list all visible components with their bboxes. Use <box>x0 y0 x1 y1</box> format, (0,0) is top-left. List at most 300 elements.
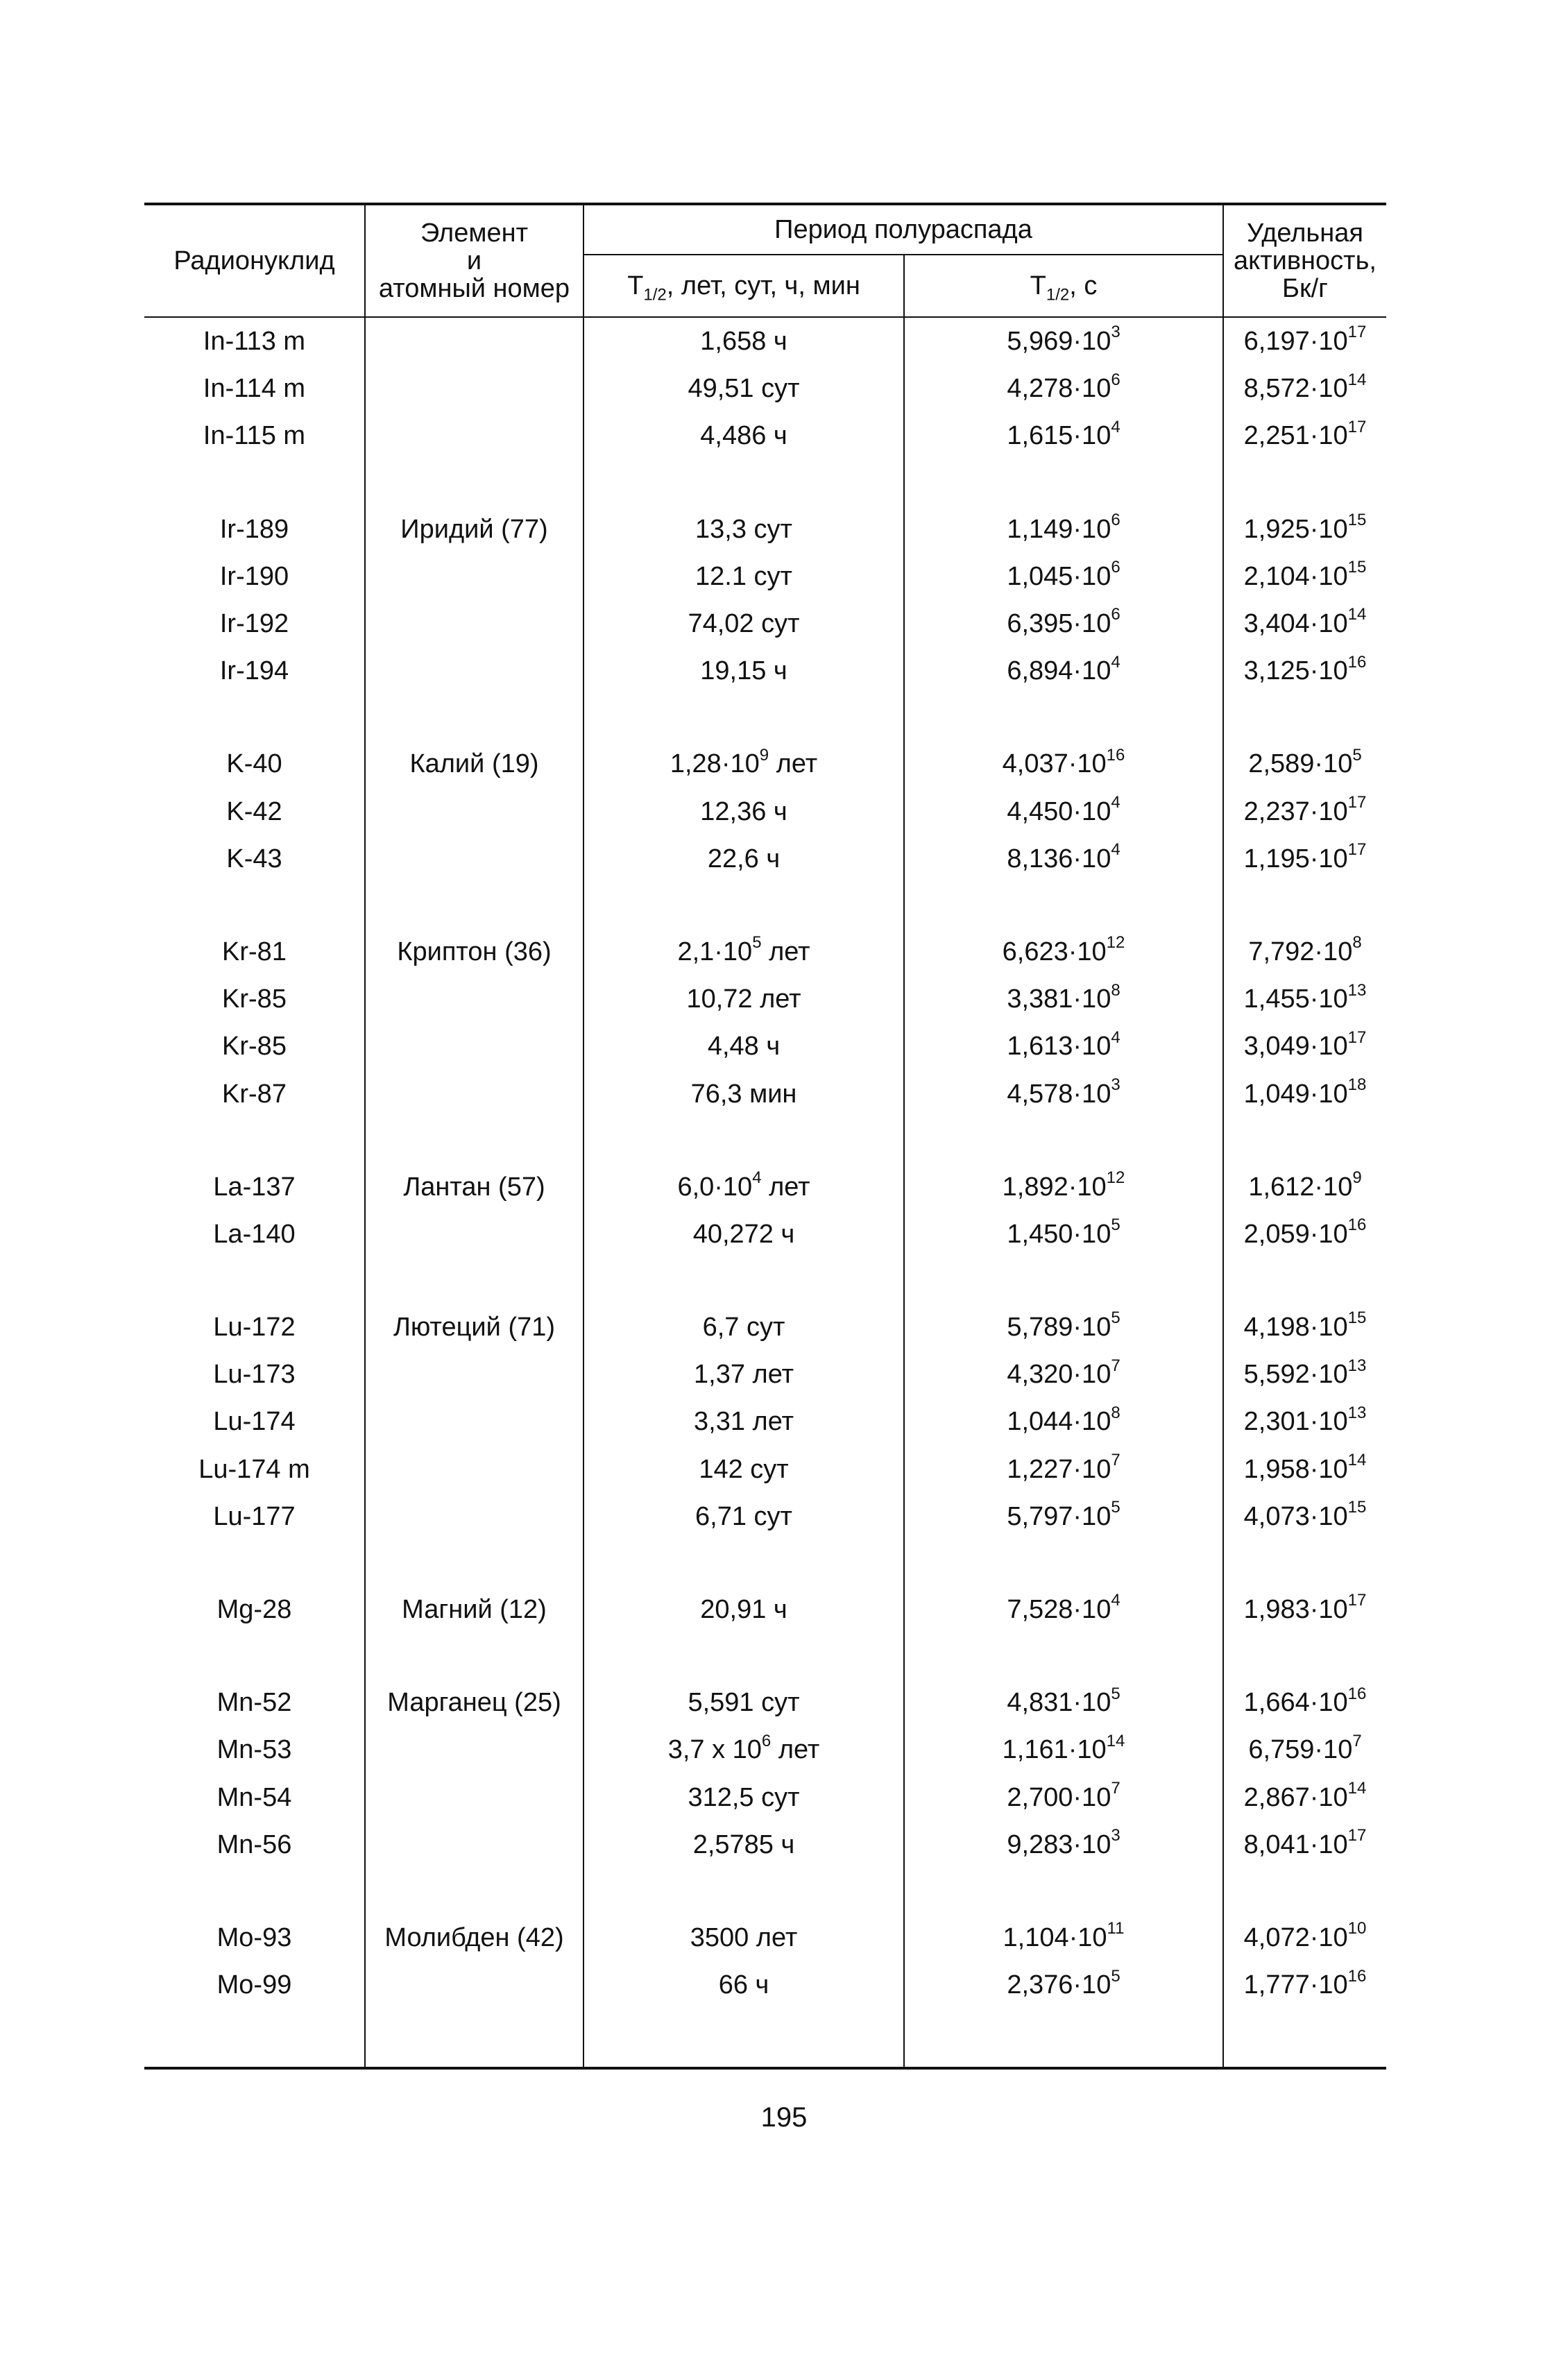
nuclide-cell: Lu-172 <box>213 1313 296 1342</box>
half-life-seconds-cell <box>904 928 1223 975</box>
half-life-seconds-cell <box>904 1446 1223 1493</box>
half-life-seconds-cell <box>904 1398 1223 1445</box>
nuclide-cell: In-113 m <box>203 327 306 357</box>
specific-activity-cell <box>1223 1446 1386 1493</box>
spacer-cell <box>144 1868 365 1914</box>
element-cell <box>365 1961 583 2008</box>
specific-activity-cell <box>1223 1774 1386 1821</box>
half-life-cell <box>583 1774 904 1821</box>
seconds-exponent: 4 <box>1111 840 1120 860</box>
half-life-value: 13,3 сут <box>695 514 792 544</box>
half-life-value: 12,36 ч <box>700 796 787 826</box>
header-seconds-text: , с <box>1069 271 1098 300</box>
spacer-cell <box>583 1540 904 1586</box>
seconds-mantissa: 1,149·10 <box>1007 514 1111 544</box>
half-life-seconds-cell <box>904 1679 1223 1726</box>
specific-activity-cell <box>1223 1070 1386 1117</box>
specific-activity-cell <box>1223 412 1386 459</box>
specific-activity-cell <box>1223 1493 1386 1540</box>
half-life-value: 4,48 ч <box>707 1032 781 1061</box>
nuclide-cell: K-40 <box>226 749 282 779</box>
nuclide-cell: La-137 <box>213 1172 296 1202</box>
header-specific-activity <box>1223 204 1386 317</box>
specific-activity-cell <box>1223 317 1386 365</box>
table-row <box>144 975 1386 1023</box>
half-life-seconds-cell <box>904 412 1223 459</box>
half-life-seconds-cell <box>904 1211 1223 1258</box>
half-life-cell <box>583 1070 904 1117</box>
spacer-cell <box>904 1118 1223 1163</box>
specific-activity-cell <box>1223 600 1386 647</box>
seconds-exponent: 4 <box>1111 1027 1120 1047</box>
nuclide-cell: Mn-52 <box>216 1688 292 1718</box>
seconds-mantissa: 2,376·10 <box>1007 1970 1111 2000</box>
half-life-value: 40,272 ч <box>692 1219 795 1249</box>
nuclide-cell: Mn-53 <box>216 1735 292 1765</box>
specific-activity-cell <box>1223 1163 1386 1211</box>
half-life-value: 4,486 ч <box>700 421 787 451</box>
half-life-cell <box>583 1446 904 1493</box>
spacer-cell <box>144 460 365 506</box>
half-life-value: 1,658 ч <box>700 327 787 357</box>
seconds-exponent: 3 <box>1111 1826 1120 1845</box>
table-row <box>144 553 1386 600</box>
spacer-cell <box>904 1868 1223 1914</box>
seconds-mantissa: 5,969·10 <box>1007 327 1111 357</box>
activity-exponent: 16 <box>1347 1216 1367 1235</box>
group-spacer-row <box>144 882 1386 928</box>
half-life-value: 22,6 ч <box>707 844 781 873</box>
nuclide-cell: Kr-85 <box>222 1032 287 1061</box>
activity-mantissa: 1,455·10 <box>1243 984 1348 1014</box>
spacer-cell <box>1223 694 1386 740</box>
half-life-cell <box>583 1163 904 1211</box>
half-life-cell <box>583 647 904 694</box>
spacer-cell <box>144 1633 365 1679</box>
specific-activity-cell <box>1223 740 1386 787</box>
specific-activity-cell <box>1223 835 1386 882</box>
activity-exponent: 10 <box>1347 1919 1367 1938</box>
header-activity-line2: активность, <box>1234 246 1377 275</box>
header-activity-line1: Удельная <box>1247 219 1363 248</box>
table-row <box>144 647 1386 694</box>
element-cell <box>365 1070 583 1117</box>
half-life-seconds-cell <box>904 553 1223 600</box>
table-row <box>144 788 1386 835</box>
half-life-cell <box>583 1679 904 1726</box>
activity-exponent: 17 <box>1347 792 1367 812</box>
table-row <box>144 1586 1386 1633</box>
group-spacer-row <box>144 1868 1386 1914</box>
end-cell <box>1223 2008 1386 2068</box>
activity-mantissa: 3,125·10 <box>1243 656 1348 686</box>
end-cell <box>904 2008 1223 2068</box>
table-row <box>144 1163 1386 1211</box>
spacer-cell <box>1223 460 1386 506</box>
header-element <box>365 204 583 317</box>
nuclide-cell: Kr-85 <box>222 984 287 1014</box>
activity-exponent: 14 <box>1347 1451 1367 1469</box>
seconds-mantissa: 1,227·10 <box>1007 1454 1111 1484</box>
element-cell <box>365 1446 583 1493</box>
half-life-cell <box>583 506 904 553</box>
specific-activity-cell <box>1223 1351 1386 1398</box>
activity-mantissa: 1,777·10 <box>1243 1970 1348 2000</box>
header-half-life-units <box>583 255 904 317</box>
seconds-exponent: 4 <box>1111 1591 1120 1610</box>
activity-mantissa: 4,198·10 <box>1243 1313 1348 1342</box>
element-cell <box>365 1821 583 1868</box>
half-life-seconds-cell <box>904 1961 1223 2008</box>
element-cell <box>365 647 583 694</box>
seconds-exponent: 5 <box>1111 1308 1120 1328</box>
half-life-seconds-cell <box>904 788 1223 835</box>
header-half-life-label: Период полураспада <box>774 215 1032 244</box>
half-life-mantissa: 1,28·10 <box>670 749 760 779</box>
table-row <box>144 1493 1386 1540</box>
activity-exponent: 17 <box>1347 323 1367 342</box>
spacer-cell <box>1223 1540 1386 1586</box>
activity-mantissa: 6,759·10 <box>1248 1735 1353 1765</box>
activity-exponent: 7 <box>1352 1731 1362 1750</box>
half-life-value: 1,37 лет <box>694 1360 794 1390</box>
element-cell <box>365 317 583 365</box>
spacer-cell <box>365 882 583 928</box>
table-row <box>144 740 1386 787</box>
seconds-mantissa: 7,528·10 <box>1007 1595 1111 1625</box>
seconds-exponent: 5 <box>1111 1684 1120 1703</box>
table-row <box>144 506 1386 553</box>
group-spacer-row <box>144 460 1386 506</box>
half-life-value: 76,3 мин <box>690 1079 797 1109</box>
seconds-mantissa: 1,892·10 <box>1002 1172 1107 1202</box>
seconds-exponent: 14 <box>1106 1731 1125 1750</box>
activity-exponent: 18 <box>1347 1075 1367 1094</box>
half-life-value: 3500 лет <box>690 1922 798 1952</box>
table-row <box>144 1398 1386 1445</box>
half-life-cell <box>583 1304 904 1351</box>
seconds-mantissa: 2,700·10 <box>1007 1782 1111 1812</box>
nuclide-cell: Lu-174 m <box>198 1454 310 1484</box>
activity-mantissa: 8,041·10 <box>1243 1830 1348 1859</box>
element-cell: Молибден (42) <box>365 1914 583 1961</box>
seconds-mantissa: 5,797·10 <box>1007 1501 1111 1531</box>
spacer-cell <box>1223 882 1386 928</box>
half-life-mantissa: 6,0·10 <box>677 1172 753 1202</box>
half-life-value: 6,71 сут <box>695 1501 792 1531</box>
specific-activity-cell <box>1223 1398 1386 1445</box>
nuclide-cell: Kr-81 <box>222 937 287 966</box>
seconds-mantissa: 9,283·10 <box>1007 1830 1111 1859</box>
spacer-cell <box>365 1540 583 1586</box>
activity-exponent: 17 <box>1347 840 1367 860</box>
half-life-value: 6,7 сут <box>702 1313 785 1342</box>
seconds-mantissa: 4,278·10 <box>1007 374 1111 404</box>
activity-mantissa: 2,251·10 <box>1243 421 1348 451</box>
element-cell: Криптон (36) <box>365 928 583 975</box>
element-cell: Лантан (57) <box>365 1163 583 1211</box>
spacer-cell <box>365 1633 583 1679</box>
half-life-cell <box>583 317 904 365</box>
half-life-seconds-cell <box>904 1774 1223 1821</box>
table-row <box>144 1914 1386 1961</box>
seconds-exponent: 6 <box>1111 511 1120 529</box>
half-life-cell <box>583 1726 904 1773</box>
group-spacer-row <box>144 1258 1386 1304</box>
nuclide-cell: Lu-177 <box>213 1501 296 1531</box>
activity-mantissa: 2,589·10 <box>1248 749 1353 779</box>
spacer-cell <box>144 882 365 928</box>
element-cell <box>365 365 583 412</box>
element-cell <box>365 1211 583 1258</box>
activity-exponent: 16 <box>1347 1684 1367 1703</box>
seconds-exponent: 8 <box>1111 980 1120 1000</box>
end-cell <box>365 2008 583 2068</box>
spacer-cell <box>583 882 904 928</box>
activity-mantissa: 2,237·10 <box>1243 796 1348 826</box>
seconds-exponent: 5 <box>1111 1216 1120 1235</box>
activity-mantissa: 4,073·10 <box>1243 1501 1348 1531</box>
activity-mantissa: 8,572·10 <box>1243 374 1348 404</box>
seconds-mantissa: 4,320·10 <box>1007 1360 1111 1390</box>
half-life-seconds-cell <box>904 740 1223 787</box>
spacer-cell <box>365 460 583 506</box>
half-life-cell <box>583 1351 904 1398</box>
seconds-mantissa: 3,381·10 <box>1007 984 1111 1014</box>
page-number: 195 <box>760 2102 808 2133</box>
half-life-value: 2,5785 ч <box>692 1830 795 1859</box>
spacer-cell <box>583 1258 904 1304</box>
half-life-value: 12.1 сут <box>695 561 792 591</box>
table-row <box>144 928 1386 975</box>
seconds-exponent: 5 <box>1111 1966 1120 1986</box>
half-life-cell <box>583 365 904 412</box>
seconds-exponent: 6 <box>1111 370 1120 389</box>
activity-mantissa: 3,404·10 <box>1243 609 1348 639</box>
half-life-cell <box>583 1586 904 1633</box>
seconds-mantissa: 5,789·10 <box>1007 1313 1111 1342</box>
spacer-cell <box>904 1633 1223 1679</box>
specific-activity-cell <box>1223 928 1386 975</box>
half-life-value: 142 сут <box>699 1454 789 1484</box>
half-life-value: 74,02 сут <box>688 609 800 639</box>
half-life-cell <box>583 740 904 787</box>
specific-activity-cell <box>1223 1821 1386 1868</box>
half-life-seconds-cell <box>904 835 1223 882</box>
nuclide-cell: In-115 m <box>203 421 306 451</box>
activity-exponent: 15 <box>1347 1308 1367 1328</box>
seconds-exponent: 8 <box>1111 1403 1120 1422</box>
half-life-cell <box>583 1493 904 1540</box>
spacer-cell <box>365 1258 583 1304</box>
activity-exponent: 13 <box>1347 980 1367 1000</box>
half-life-seconds-cell <box>904 1304 1223 1351</box>
activity-exponent: 17 <box>1347 1591 1367 1610</box>
element-cell <box>365 412 583 459</box>
seconds-mantissa: 1,615·10 <box>1007 421 1111 451</box>
seconds-exponent: 6 <box>1111 558 1120 577</box>
seconds-exponent: 11 <box>1107 1919 1125 1938</box>
radionuclide-table <box>144 203 1386 2070</box>
activity-mantissa: 3,049·10 <box>1243 1032 1348 1061</box>
specific-activity-cell <box>1223 1679 1386 1726</box>
spacer-cell <box>904 1258 1223 1304</box>
activity-mantissa: 2,059·10 <box>1243 1219 1348 1249</box>
seconds-exponent: 12 <box>1106 933 1125 953</box>
activity-exponent: 14 <box>1347 1778 1367 1798</box>
activity-exponent: 14 <box>1347 370 1367 389</box>
nuclide-cell: Ir-189 <box>219 514 289 544</box>
nuclide-cell: Mo-93 <box>216 1922 292 1952</box>
specific-activity-cell <box>1223 1914 1386 1961</box>
specific-activity-cell <box>1223 1961 1386 2008</box>
half-life-seconds-cell <box>904 1023 1223 1070</box>
half-life-seconds-cell <box>904 1586 1223 1633</box>
spacer-cell <box>1223 1868 1386 1914</box>
seconds-mantissa: 6,623·10 <box>1002 937 1107 966</box>
half-life-cell <box>583 1914 904 1961</box>
half-life-seconds-cell <box>904 1070 1223 1117</box>
half-life-cell <box>583 1023 904 1070</box>
half-life-cell <box>583 835 904 882</box>
activity-exponent: 15 <box>1347 558 1367 577</box>
table-row <box>144 365 1386 412</box>
table-row <box>144 317 1386 365</box>
seconds-exponent: 7 <box>1111 1451 1120 1469</box>
spacer-cell <box>904 694 1223 740</box>
activity-exponent: 14 <box>1347 605 1367 624</box>
spacer-cell <box>583 1633 904 1679</box>
specific-activity-cell <box>1223 788 1386 835</box>
activity-exponent: 13 <box>1347 1403 1367 1422</box>
half-life-seconds-cell <box>904 975 1223 1023</box>
seconds-mantissa: 1,613·10 <box>1007 1032 1111 1061</box>
specific-activity-cell <box>1223 553 1386 600</box>
seconds-mantissa: 1,450·10 <box>1007 1219 1111 1249</box>
activity-exponent: 15 <box>1347 511 1367 529</box>
spacer-cell <box>583 460 904 506</box>
element-cell <box>365 788 583 835</box>
header-radionuclide-label: Радионуклид <box>173 246 335 275</box>
group-spacer-row <box>144 1633 1386 1679</box>
spacer-cell <box>144 1258 365 1304</box>
half-life-cell <box>583 553 904 600</box>
half-life-cell <box>583 1821 904 1868</box>
table-row <box>144 1774 1386 1821</box>
spacer-cell <box>1223 1258 1386 1304</box>
nuclide-cell: Ir-194 <box>219 656 289 686</box>
half-life-seconds-cell <box>904 365 1223 412</box>
activity-mantissa: 1,612·10 <box>1248 1172 1353 1202</box>
element-cell <box>365 975 583 1023</box>
element-cell <box>365 1493 583 1540</box>
half-life-seconds-cell <box>904 506 1223 553</box>
seconds-exponent: 12 <box>1106 1168 1125 1188</box>
seconds-exponent: 3 <box>1111 323 1120 342</box>
element-cell: Иридий (77) <box>365 506 583 553</box>
seconds-mantissa: 8,136·10 <box>1007 844 1111 873</box>
spacer-cell <box>1223 1633 1386 1679</box>
table-row <box>144 1070 1386 1117</box>
activity-mantissa: 1,664·10 <box>1243 1688 1348 1718</box>
half-life-value: 312,5 сут <box>688 1782 800 1812</box>
spacer-cell <box>904 1540 1223 1586</box>
spacer-cell <box>904 460 1223 506</box>
specific-activity-cell <box>1223 1023 1386 1070</box>
specific-activity-cell <box>1223 1304 1386 1351</box>
nuclide-cell: La-140 <box>213 1219 296 1249</box>
specific-activity-cell <box>1223 975 1386 1023</box>
half-life-value: 19,15 ч <box>700 656 787 686</box>
half-life-value: 49,51 сут <box>688 374 800 404</box>
specific-activity-cell <box>1223 365 1386 412</box>
seconds-exponent: 5 <box>1111 1498 1120 1517</box>
activity-mantissa: 7,792·10 <box>1248 937 1353 966</box>
element-cell <box>365 835 583 882</box>
header-element-line3: атомный номер <box>378 274 570 303</box>
nuclide-cell: Ir-192 <box>219 609 289 639</box>
activity-exponent: 15 <box>1347 1498 1367 1517</box>
activity-exponent: 16 <box>1347 1966 1367 1986</box>
half-life-cell <box>583 1398 904 1445</box>
seconds-mantissa: 6,894·10 <box>1007 656 1111 686</box>
element-cell <box>365 1351 583 1398</box>
table-row <box>144 1211 1386 1258</box>
header-element-line2: и <box>466 246 482 275</box>
end-cell <box>583 2008 904 2068</box>
table-row <box>144 1304 1386 1351</box>
element-cell <box>365 1398 583 1445</box>
activity-exponent: 8 <box>1352 933 1362 953</box>
header-t-subscript: 1/2 <box>643 285 667 305</box>
table-row <box>144 1726 1386 1773</box>
end-cell <box>144 2008 365 2068</box>
spacer-cell <box>144 1540 365 1586</box>
element-cell <box>365 600 583 647</box>
activity-mantissa: 1,049·10 <box>1243 1079 1348 1109</box>
half-life-seconds-cell <box>904 647 1223 694</box>
table-row <box>144 1023 1386 1070</box>
half-life-unit: лет <box>771 1735 820 1765</box>
activity-mantissa: 5,592·10 <box>1243 1360 1348 1390</box>
nuclide-cell: Kr-87 <box>222 1079 287 1109</box>
nuclide-cell: K-42 <box>226 796 282 826</box>
spacer-cell <box>365 1118 583 1163</box>
specific-activity-cell <box>1223 1726 1386 1773</box>
seconds-exponent: 4 <box>1111 652 1120 672</box>
seconds-exponent: 4 <box>1111 417 1120 436</box>
element-cell: Калий (19) <box>365 740 583 787</box>
seconds-exponent: 3 <box>1111 1075 1120 1094</box>
spacer-cell <box>365 694 583 740</box>
activity-exponent: 17 <box>1347 1826 1367 1845</box>
nuclide-cell: Mg-28 <box>216 1595 292 1625</box>
seconds-exponent: 4 <box>1111 792 1120 812</box>
header-t-symbol: T <box>627 271 644 300</box>
header-radionuclide <box>144 204 365 317</box>
element-cell <box>365 1774 583 1821</box>
activity-mantissa: 2,301·10 <box>1243 1407 1348 1437</box>
seconds-mantissa: 4,578·10 <box>1007 1079 1111 1109</box>
seconds-mantissa: 4,037·10 <box>1002 749 1107 779</box>
table-row <box>144 1961 1386 2008</box>
element-cell: Лютеций (71) <box>365 1304 583 1351</box>
half-life-cell <box>583 1211 904 1258</box>
half-life-seconds-cell <box>904 1821 1223 1868</box>
table-row <box>144 600 1386 647</box>
nuclide-cell: Mo-99 <box>216 1970 292 2000</box>
table-row <box>144 1679 1386 1726</box>
